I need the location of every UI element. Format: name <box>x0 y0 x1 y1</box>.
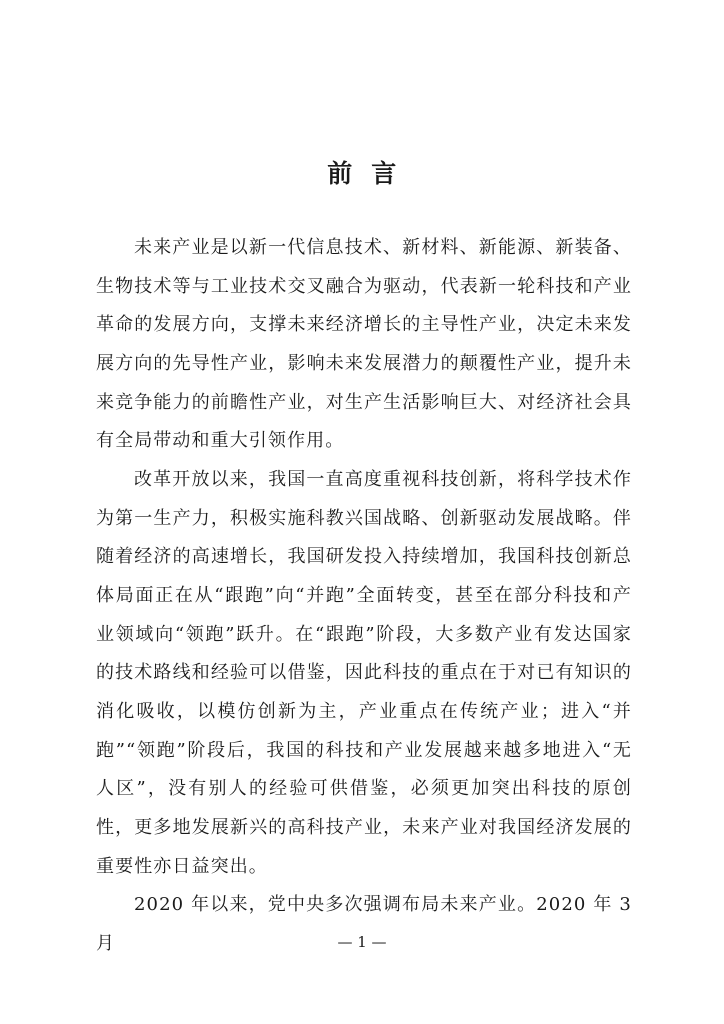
paragraph-3: 2020 年以来，党中央多次强调布局未来产业。2020 年 3 月 <box>96 894 632 954</box>
page-number: — 1 — <box>337 933 387 951</box>
paragraph-1: 未来产业是以新一代信息技术、新材料、新能源、新装备、生物技术等与工业技术交叉融合为驱动，代表新一轮科技和产业革命的发展方向，支撑未来经济增长的主导性产业，决定未来发展方向的先导性产业，影响未来发展潜力的颠覆性产业，提升未来竞争能力的前瞻性产业，对生产生活影响巨大、对经济社会具有全局带动和重大引领作用。 <box>96 237 632 452</box>
document-body <box>96 229 632 963</box>
page-title: 前 言 <box>327 159 397 188</box>
paragraph-2: 改革开放以来，我国一直高度重视科技创新，将科学技术作为第一生产力，积极实施科教兴国战略、创新驱动发展战略。伴随着经济的高速增长，我国研发投入持续增加，我国科技创新总体局面正在从“跟跑”向“并跑”全面转变，甚至在部分科技和产业领域向“领跑”跃升。在“跟跑”阶段，大多数产业有发达国家的技术路线和经验可以借鉴，因此科技的重点在于对已有知识的消化吸收，以模仿创新为主，产业重点在传统产业；进入“并跑”“领跑”阶段后，我国的科技和产业发展越来越多地进入“无人区”，没有别人的经验可供借鉴，必须更加突出科技的原创性，更多地发展新兴的高科技产业，未来产业对我国经济发展的重要性亦日益突出。 <box>96 468 632 877</box>
